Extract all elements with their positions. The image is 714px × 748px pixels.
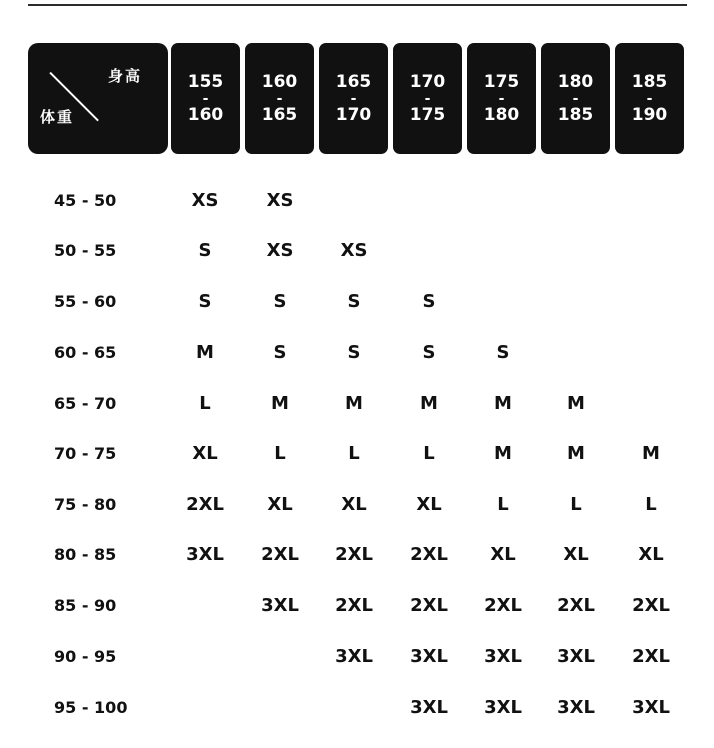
range-separator: -: [572, 90, 579, 107]
size-cell: [168, 642, 242, 672]
height-axis-label: 身高: [107, 67, 142, 85]
size-cell: 2XL: [484, 595, 522, 616]
range-separator: -: [646, 90, 653, 107]
size-cell: [614, 389, 688, 419]
size-cell: [243, 693, 317, 723]
size-cell: 2XL: [557, 595, 595, 616]
size-cell: XL: [416, 494, 442, 515]
size-cell: 3XL: [557, 646, 595, 667]
range-separator: -: [276, 90, 283, 107]
height-from: 180: [557, 71, 594, 92]
size-cell: S: [198, 240, 212, 261]
height-to: 165: [261, 104, 298, 125]
table-row: [0, 338, 714, 368]
size-cell: L: [274, 443, 286, 464]
size-cell: 2XL: [261, 544, 299, 565]
size-cell: 2XL: [410, 544, 448, 565]
size-cell: 3XL: [557, 697, 595, 718]
size-cell: XL: [267, 494, 293, 515]
table-row: [0, 591, 714, 621]
weight-range-label: 70 - 75: [54, 444, 117, 463]
height-from: 170: [409, 71, 446, 92]
weight-range-label: 60 - 65: [54, 343, 117, 362]
size-cell: M: [345, 393, 363, 414]
size-cell: 2XL: [335, 544, 373, 565]
height-to: 170: [335, 104, 372, 125]
size-cell: M: [494, 443, 512, 464]
size-cell: [539, 338, 613, 368]
size-cell: M: [420, 393, 438, 414]
size-cell: [466, 186, 540, 216]
size-cell: M: [494, 393, 512, 414]
size-cell: [614, 287, 688, 317]
size-cell: 2XL: [632, 646, 670, 667]
size-cell: [539, 287, 613, 317]
size-cell: M: [567, 393, 585, 414]
size-cell: [392, 236, 466, 266]
height-to: 190: [631, 104, 668, 125]
table-row: [0, 287, 714, 317]
size-cell: L: [497, 494, 509, 515]
size-cell: L: [348, 443, 360, 464]
weight-range-label: 45 - 50: [54, 191, 117, 210]
size-cell: 3XL: [484, 646, 522, 667]
weight-range-label: 80 - 85: [54, 545, 117, 564]
height-from: 175: [483, 71, 520, 92]
size-cell: M: [271, 393, 289, 414]
height-from: 185: [631, 71, 668, 92]
range-separator: -: [498, 90, 505, 107]
range-separator: -: [424, 90, 431, 107]
size-cell: 2XL: [410, 595, 448, 616]
table-row: [0, 540, 714, 570]
range-separator: -: [202, 90, 209, 107]
size-cell: S: [496, 342, 510, 363]
size-cell: [168, 591, 242, 621]
size-cell: S: [273, 291, 287, 312]
height-to: 160: [187, 104, 224, 125]
size-cell: S: [347, 291, 361, 312]
size-cell: M: [642, 443, 660, 464]
height-range-header: [541, 43, 610, 154]
weight-range-label: 75 - 80: [54, 495, 117, 514]
size-cell: XL: [563, 544, 589, 565]
size-cell: XL: [341, 494, 367, 515]
height-from: 155: [187, 71, 224, 92]
size-cell: [466, 287, 540, 317]
weight-range-label: 55 - 60: [54, 292, 117, 311]
size-cell: [539, 236, 613, 266]
size-cell: 2XL: [335, 595, 373, 616]
size-cell: XL: [192, 443, 218, 464]
weight-axis-label: 体重: [40, 108, 75, 126]
size-cell: S: [422, 342, 436, 363]
table-row: [0, 186, 714, 216]
size-cell: 3XL: [410, 697, 448, 718]
size-cell: XS: [191, 190, 219, 211]
size-cell: 3XL: [410, 646, 448, 667]
size-cell: S: [198, 291, 212, 312]
size-cell: [392, 186, 466, 216]
height-range-header: [245, 43, 314, 154]
height-range-header: [615, 43, 684, 154]
size-cell: XS: [340, 240, 368, 261]
size-cell: [243, 642, 317, 672]
top-divider: [28, 4, 687, 6]
height-to: 185: [557, 104, 594, 125]
table-row: [0, 693, 714, 723]
table-row: [0, 490, 714, 520]
size-cell: [466, 236, 540, 266]
size-cell: L: [423, 443, 435, 464]
size-cell: XS: [266, 240, 294, 261]
height-range-header: [393, 43, 462, 154]
height-range-header: [319, 43, 388, 154]
size-cell: S: [347, 342, 361, 363]
height-to: 175: [409, 104, 446, 125]
corner-header-cell: [28, 43, 168, 154]
table-row: [0, 439, 714, 469]
weight-range-label: 95 - 100: [54, 698, 128, 717]
size-cell: [317, 693, 391, 723]
size-cell: L: [199, 393, 211, 414]
height-range-header: [171, 43, 240, 154]
size-cell: 3XL: [261, 595, 299, 616]
size-cell: [317, 186, 391, 216]
size-cell: S: [273, 342, 287, 363]
table-row: [0, 389, 714, 419]
table-row: [0, 236, 714, 266]
size-cell: 3XL: [186, 544, 224, 565]
range-separator: -: [350, 90, 357, 107]
height-from: 160: [261, 71, 298, 92]
size-cell: XL: [490, 544, 516, 565]
height-from: 165: [335, 71, 372, 92]
size-cell: L: [645, 494, 657, 515]
size-cell: [539, 186, 613, 216]
height-range-header: [467, 43, 536, 154]
size-cell: [614, 338, 688, 368]
size-cell: 2XL: [632, 595, 670, 616]
weight-range-label: 90 - 95: [54, 647, 117, 666]
weight-range-label: 50 - 55: [54, 241, 117, 260]
size-cell: S: [422, 291, 436, 312]
size-cell: 3XL: [632, 697, 670, 718]
size-cell: 3XL: [484, 697, 522, 718]
size-cell: M: [567, 443, 585, 464]
size-cell: L: [570, 494, 582, 515]
size-cell: [614, 186, 688, 216]
size-cell: [168, 693, 242, 723]
weight-range-label: 85 - 90: [54, 596, 117, 615]
table-row: [0, 642, 714, 672]
weight-range-label: 65 - 70: [54, 394, 117, 413]
height-to: 180: [483, 104, 520, 125]
size-cell: M: [196, 342, 214, 363]
size-cell: [614, 236, 688, 266]
size-cell: XS: [266, 190, 294, 211]
size-cell: XL: [638, 544, 664, 565]
size-cell: 3XL: [335, 646, 373, 667]
size-cell: 2XL: [186, 494, 224, 515]
